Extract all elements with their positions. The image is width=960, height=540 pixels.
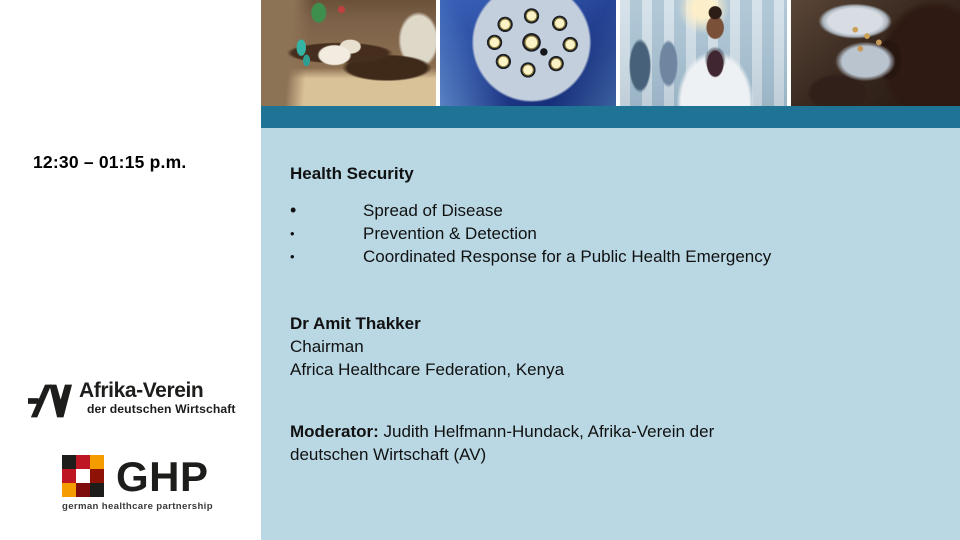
bullet-text: Spread of Disease (363, 201, 503, 220)
afrika-verein-logo (28, 380, 236, 421)
speaker-name: Dr Amit Thakker (290, 314, 421, 333)
teal-divider-bar (261, 106, 960, 128)
ghp-logo-row (62, 453, 213, 500)
ghp-mosaic-cell (90, 455, 104, 469)
bullet-icon: • (290, 249, 295, 264)
ghp-mosaic-cell (76, 483, 90, 497)
ghp-mosaic-icon (62, 455, 104, 497)
list-item (290, 222, 960, 245)
ghp-logo (62, 455, 213, 512)
ghp-mosaic-cell (76, 455, 90, 469)
ghp-mosaic-cell (62, 469, 76, 483)
speaker-organization: Africa Healthcare Federation, Kenya (290, 360, 565, 379)
medicine-blister-pack-photo (791, 0, 960, 106)
afrika-verein-name: Afrika-Verein (79, 379, 204, 402)
right-panel (261, 0, 960, 540)
bullet-icon: • (290, 226, 295, 241)
left-column (0, 0, 261, 540)
moderator-label: Moderator: (290, 422, 379, 441)
session-title: Health Security (290, 164, 414, 183)
moderator-block (290, 420, 788, 466)
afrika-verein-subtitle: der deutschen Wirtschaft (87, 402, 236, 416)
ghp-mosaic-cell (62, 455, 76, 469)
bullet-icon: • (290, 200, 297, 220)
doctor-photo (620, 0, 787, 106)
ghp-mosaic-cell (76, 469, 90, 483)
blood-draw-photo (261, 0, 436, 106)
bullet-text: Prevention & Detection (363, 224, 537, 243)
ghp-subtitle: german healthcare partnership (62, 501, 213, 512)
photo-strip (261, 0, 960, 106)
ghp-mosaic-cell (62, 483, 76, 497)
bullet-text: Coordinated Response for a Public Health Emergency (363, 247, 772, 266)
speaker-block (290, 312, 960, 381)
ghp-mosaic-cell (90, 469, 104, 483)
session-content (261, 128, 960, 540)
list-item (290, 199, 960, 222)
moderator-text: Judith Helfmann-Hundack, Afrika-Verein der deutschen Wirtschaft (AV) (290, 422, 715, 464)
schedule-time: 12:30 – 01:15 p.m. (33, 152, 187, 172)
session-bullet-list (290, 199, 960, 268)
afrika-verein-monogram-icon (28, 381, 72, 421)
afrika-verein-wordmark (79, 380, 236, 416)
list-item (290, 245, 960, 268)
surgical-lights-photo (440, 0, 616, 106)
speaker-role: Chairman (290, 337, 364, 356)
ghp-name: GHP (116, 453, 209, 500)
ghp-mosaic-cell (90, 483, 104, 497)
